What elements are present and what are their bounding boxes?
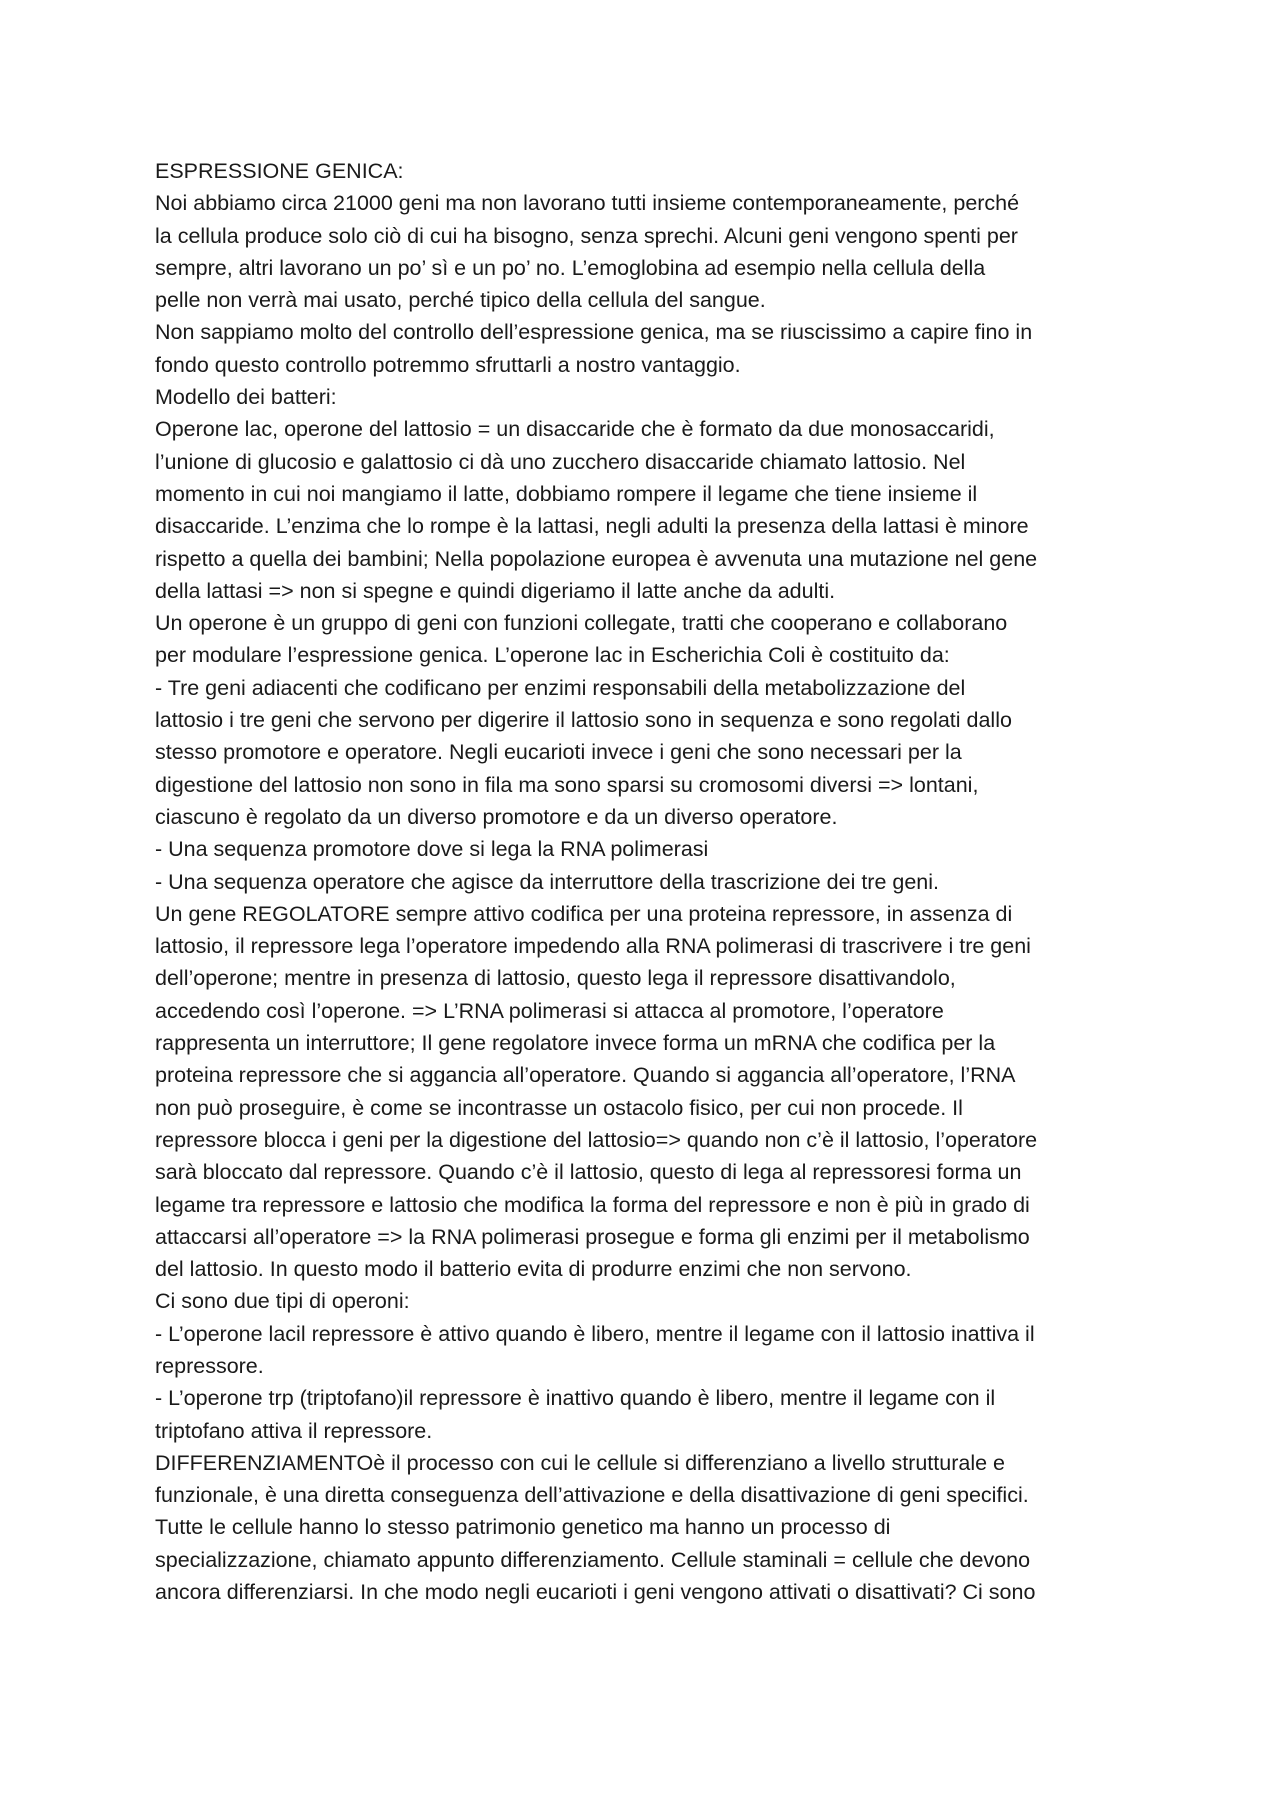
text-line: lattosio i tre geni che servono per digerire il lattosio sono in sequenza e sono regolati dallo (155, 708, 1012, 733)
text-line: - Una sequenza promotore dove si lega la RNA polimerasi (155, 837, 709, 862)
text-line: specializzazione, chiamato appunto differenziamento. Cellule staminali = cellule che devono (155, 1547, 1031, 1572)
text-line: triptofano attiva il repressore. (155, 1418, 433, 1443)
text-line: lattosio, il repressore lega l’operatore impedendo alla RNA polimerasi di trascrivere i tre geni (155, 934, 1031, 959)
text-line: la cellula produce solo ciò di cui ha bisogno, senza sprechi. Alcuni geni vengono spenti per (155, 223, 1018, 248)
text-line: della lattasi => non si spegne e quindi digeriamo il latte anche da adulti. (155, 578, 836, 603)
text-line: stesso promotore e operatore. Negli eucarioti invece i geni che sono necessari per la (155, 740, 962, 765)
text-line: repressore. (155, 1353, 264, 1378)
text-line: del lattosio. In questo modo il batterio evita di produrre enzimi che non servono. (155, 1257, 912, 1282)
text-line: sempre, altri lavorano un po’ sì e un po’ no. L’emoglobina ad esempio nella cellula della (155, 255, 986, 280)
text-line: Ci sono due tipi di operoni: (155, 1289, 410, 1314)
text-line: rispetto a quella dei bambini; Nella popolazione europea è avvenuta una mutazione nel gene (155, 546, 1038, 571)
text-line: Modello dei batteri: (155, 385, 337, 410)
text-line: fondo questo controllo potremmo sfruttarli a nostro vantaggio. (155, 352, 741, 377)
text-line: sarà bloccato dal repressore. Quando c’è il lattosio, questo di lega al repressoresi forma un (155, 1160, 1022, 1185)
text-line: digestione del lattosio non sono in fila ma sono sparsi su cromosomi diversi => lontani, (155, 772, 979, 797)
text-line: ancora differenziarsi. In che modo negli eucarioti i geni vengono attivati o disattivati? Ci sono (155, 1580, 1036, 1605)
text-line: proteina repressore che si aggancia all’operatore. Quando si aggancia all’operatore, l’RNA (155, 1063, 1016, 1088)
text-line: Un operone è un gruppo di geni con funzioni collegate, tratti che cooperano e collaborano (155, 611, 1008, 636)
text-line: Tutte le cellule hanno lo stesso patrimonio genetico ma hanno un processo di (155, 1515, 891, 1540)
text-line: Un gene REGOLATORE sempre attivo codifica per una proteina repressore, in assenza di (155, 901, 1013, 926)
text-line: Noi abbiamo circa 21000 geni ma non lavorano tutti insieme contemporaneamente, perché (155, 191, 1020, 216)
text-line: funzionale, è una diretta conseguenza dell’attivazione e della disattivazione di geni specifici. (155, 1483, 1029, 1508)
text-line: ciascuno è regolato da un diverso promotore e da un diverso operatore. (155, 804, 838, 829)
text-line: Non sappiamo molto del controllo dell’espressione genica, ma se riuscissimo a capire fino in (155, 320, 1033, 345)
document-text (155, 155, 1145, 1608)
text-line: ESPRESSIONE GENICA: (155, 159, 404, 183)
text-line: Operone lac, operone del lattosio = un disaccaride che è formato da due monosaccaridi, (155, 417, 995, 442)
text-line: disaccaride. L’enzima che lo rompe è la lattasi, negli adulti la presenza della lattasi è minore (155, 514, 1029, 539)
text-line: - Una sequenza operatore che agisce da interruttore della trascrizione dei tre geni. (155, 869, 940, 894)
text-line: accedendo così l’operone. => L’RNA polimerasi si attacca al promotore, l’operatore (155, 998, 944, 1023)
text-line: DIFFERENZIAMENTOè il processo con cui le cellule si differenziano a livello strutturale e (155, 1450, 1005, 1475)
text-line: - L’operone lacil repressore è attivo quando è libero, mentre il legame con il lattosio inattiva il (155, 1321, 1035, 1346)
text-line: legame tra repressore e lattosio che modifica la forma del repressore e non è più in grado di (155, 1192, 1030, 1217)
text-line: non può proseguire, è come se incontrasse un ostacolo fisico, per cui non procede. Il (155, 1095, 963, 1120)
text-line: - L’operone trp (triptofano)il repressore è inattivo quando è libero, mentre il legame con il (155, 1386, 996, 1411)
text-line: rappresenta un interruttore; Il gene regolatore invece forma un mRNA che codifica per la (155, 1031, 996, 1056)
text-line: attaccarsi all’operatore => la RNA polimerasi prosegue e forma gli enzimi per il metabolismo (155, 1224, 1030, 1249)
text-line: pelle non verrà mai usato, perché tipico della cellula del sangue. (155, 288, 766, 313)
text-line: - Tre geni adiacenti che codificano per enzimi responsabili della metabolizzazione del (155, 675, 966, 700)
text-line: momento in cui noi mangiamo il latte, dobbiamo rompere il legame che tiene insieme il (155, 481, 978, 506)
text-line: l’unione di glucosio e galattosio ci dà uno zucchero disaccaride chiamato lattosio. Nel (155, 449, 966, 474)
text-line: dell’operone; mentre in presenza di lattosio, questo lega il repressore disattivandolo, (155, 966, 956, 991)
text-line: repressore blocca i geni per la digestione del lattosio=> quando non c’è il lattosio, l’operatore (155, 1127, 1038, 1152)
text-line: per modulare l’espressione genica. L’operone lac in Escherichia Coli è costituito da: (155, 643, 950, 668)
